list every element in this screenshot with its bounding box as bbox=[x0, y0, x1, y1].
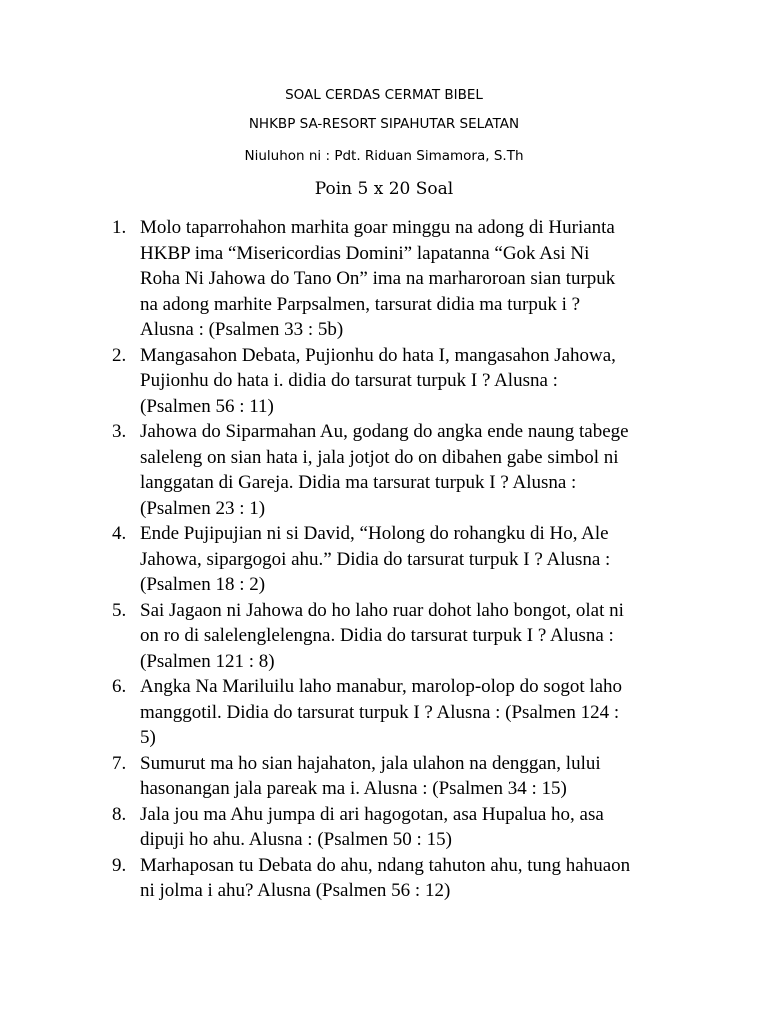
question-number: 5. bbox=[112, 599, 127, 621]
question-item bbox=[112, 853, 682, 904]
question-text-line: Pujionhu do hata i. didia do tarsurat turpuk I ? Alusna : bbox=[140, 370, 558, 391]
question-text-line: Ende Pujipujian ni si David, “Holong do rohangku di Ho, Ale bbox=[140, 523, 609, 544]
question-text-line: Jala jou ma Ahu jumpa di ari hagogotan, asa Hupalua ho, asa bbox=[140, 803, 604, 825]
question-text-line: Alusna : (Psalmen 33 : 5b) bbox=[140, 319, 344, 340]
scoring-subtitle: Poin 5 x 20 Soal bbox=[314, 179, 454, 199]
question-number: 1. bbox=[112, 217, 127, 238]
question-text-line: saleleng on sian hata i, jala jotjot do on dibahen gabe simbol ni bbox=[140, 446, 619, 468]
question-text-line: dipuji ho ahu. Alusna : (Psalmen 50 : 15) bbox=[140, 829, 452, 850]
question-number: 9. bbox=[112, 854, 127, 876]
question-number: 2. bbox=[112, 344, 127, 366]
question-text-line: Sai Jagaon ni Jahowa do ho laho ruar dohot laho bongot, olat ni bbox=[140, 599, 624, 621]
question-number: 3. bbox=[112, 421, 127, 442]
question-text-line: Molo taparrohahon marhita goar minggu na adong di Hurianta bbox=[140, 217, 615, 238]
question-text-line: Jahowa, sipargogoi ahu.” Didia do tarsurat turpuk I ? Alusna : bbox=[140, 548, 611, 570]
author-line: Niuluhon ni : Pdt. Riduan Simamora, S.Th bbox=[244, 148, 524, 164]
question-text-line: on ro di salelenglelengna. Didia do tarsurat turpuk I ? Alusna : bbox=[140, 625, 614, 646]
question-text-line: (Psalmen 56 : 11) bbox=[140, 395, 274, 417]
question-text-line: Jahowa do Siparmahan Au, godang do angka ende naung tabege bbox=[140, 421, 629, 442]
question-number: 4. bbox=[112, 523, 127, 544]
question-text-line: ni jolma i ahu? Alusna (Psalmen 56 : 12) bbox=[140, 880, 451, 901]
question-text-line: 5) bbox=[140, 727, 156, 748]
question-number: 7. bbox=[112, 752, 127, 774]
question-item bbox=[112, 674, 682, 751]
question-text-line: Roha Ni Jahowa do Tano On” ima na marharoroan sian turpuk bbox=[140, 268, 616, 289]
question-text-line: langgatan di Gareja. Didia ma tarsurat turpuk I ? Alusna : bbox=[140, 472, 577, 493]
question-text-line: HKBP ima “Misericordias Domini” lapatanna “Gok Asi Ni bbox=[140, 242, 590, 264]
question-item bbox=[112, 802, 682, 853]
document-title: SOAL CERDAS CERMAT BIBEL bbox=[285, 87, 483, 103]
question-text-line: (Psalmen 23 : 1) bbox=[140, 497, 266, 519]
question-item bbox=[112, 343, 682, 420]
question-text-line: manggotil. Didia do tarsurat turpuk I ? Alusna : (Psalmen 124 : bbox=[140, 701, 620, 723]
question-text-line: hasonangan jala pareak ma i. Alusna : (Psalmen 34 : 15) bbox=[140, 778, 567, 799]
question-text-line: (Psalmen 121 : 8) bbox=[140, 650, 275, 672]
question-item bbox=[112, 751, 682, 802]
question-item bbox=[112, 598, 682, 675]
question-number: 6. bbox=[112, 676, 127, 697]
question-text-line: Marhaposan tu Debata do ahu, ndang tahuton ahu, tung hahuaon bbox=[140, 854, 631, 876]
question-list bbox=[112, 215, 682, 904]
question-text-line: Mangasahon Debata, Pujionhu do hata I, mangasahon Jahowa, bbox=[140, 344, 616, 366]
question-text-line: na adong marhite Parpsalmen, tarsurat didia ma turpuk i ? bbox=[140, 293, 581, 315]
question-item bbox=[112, 419, 682, 521]
question-number: 8. bbox=[112, 803, 127, 825]
question-item bbox=[112, 521, 682, 598]
question-text-line: Sumurut ma ho sian hajahaton, jala ulahon na denggan, lului bbox=[140, 752, 601, 774]
question-item bbox=[112, 215, 682, 343]
organization-name: NHKBP SA-RESORT SIPAHUTAR SELATAN bbox=[248, 116, 520, 132]
question-text-line: Angka Na Mariluilu laho manabur, marolop-olop do sogot laho bbox=[140, 676, 623, 697]
question-text-line: (Psalmen 18 : 2) bbox=[140, 574, 266, 595]
